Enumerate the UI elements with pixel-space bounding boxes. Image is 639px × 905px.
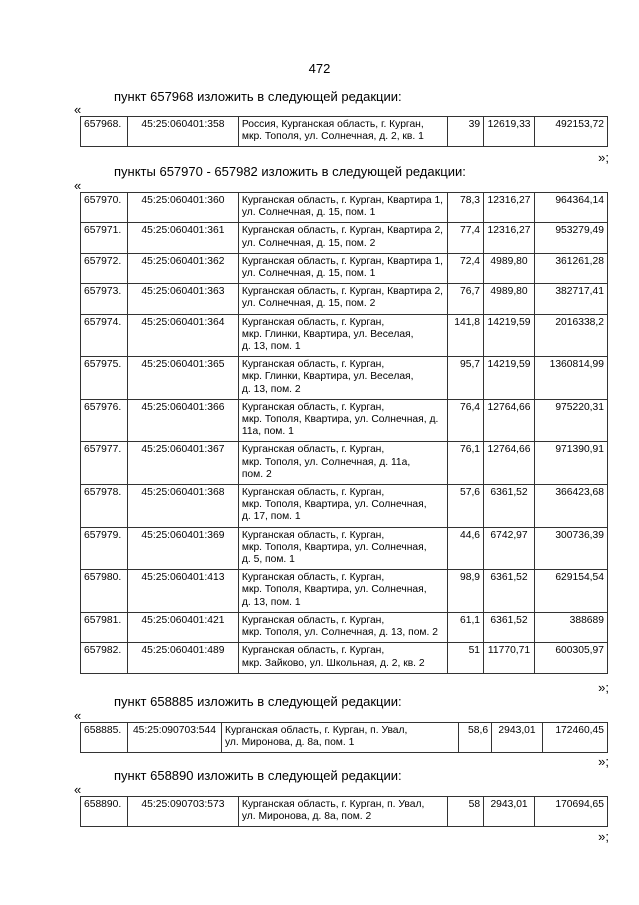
address-cell — [238, 314, 447, 357]
cadastral-cost-cell: 172460,45 — [543, 723, 608, 753]
page-number: 472 — [308, 61, 331, 76]
row-number-cell: 657975. — [81, 357, 128, 400]
address-line: Курганская область, г. Курган, — [241, 645, 385, 657]
address-line: Курганская область, г. Курган, — [241, 487, 385, 499]
cadastral-number-cell: 45:25:060401:358 — [127, 117, 238, 147]
cadastral-number-cell: 45:25:060401:367 — [127, 442, 238, 485]
address-cell — [238, 253, 447, 283]
cadastral-cost-cell: 975220,31 — [535, 399, 608, 442]
area-cell: 77,4 — [448, 223, 484, 253]
row-number-cell: 657968. — [81, 117, 128, 147]
address-line: мкр. Тополя, ул. Солнечная, д. 13, пом. 2 — [241, 627, 438, 639]
address-line: ул. Миронова, д. 8а, пом. 2 — [241, 811, 372, 823]
closing-quote: »; — [598, 829, 609, 844]
address-line: мкр. Глинки, Квартира, ул. Веселая, — [241, 371, 414, 383]
area-cell: 141,8 — [448, 314, 484, 357]
area-cell: 58,6 — [459, 723, 492, 753]
specific-value-cell: 6742,97 — [484, 527, 535, 570]
address-line: Курганская область, г. Курган, — [241, 316, 385, 328]
row-number-cell: 657973. — [81, 284, 128, 314]
address-line: д. 5, пом. 1 — [241, 554, 295, 566]
table-row — [81, 485, 608, 528]
area-cell: 61,1 — [448, 612, 484, 642]
table-row — [81, 357, 608, 400]
row-number-cell: 657971. — [81, 223, 128, 253]
cadastral-cost-cell: 361261,28 — [535, 253, 608, 283]
address-cell — [238, 442, 447, 485]
cadastral-number-cell: 45:25:060401:421 — [127, 612, 238, 642]
cadastral-cost-cell: 388689 — [535, 612, 608, 642]
table-row — [81, 284, 608, 314]
address-line: Курганская область, г. Курган, п. Увал, — [224, 725, 408, 736]
cadastral-number-cell: 45:25:060401:362 — [127, 253, 238, 283]
table-row — [81, 527, 608, 570]
cadastral-cost-cell: 629154,54 — [535, 570, 608, 613]
specific-value-cell: 2943,01 — [492, 723, 543, 753]
section-intro: пункты 657970 - 657982 изложить в следующей редакции: — [114, 164, 466, 179]
section-intro: пункт 658885 изложить в следующей редакции: — [114, 694, 402, 709]
row-number-cell: 657981. — [81, 612, 128, 642]
register-table — [80, 192, 608, 674]
cadastral-cost-cell: 2016338,2 — [535, 314, 608, 357]
specific-value-cell: 4989,80 — [484, 284, 535, 314]
specific-value-cell: 4989,80 — [484, 253, 535, 283]
table-row — [81, 643, 608, 673]
address-line: д. 13, пом. 1 — [241, 341, 301, 353]
table-row — [81, 612, 608, 642]
address-line: Курганская область, г. Курган, — [241, 359, 385, 371]
address-line: ул. Солнечная, д. 15, пом. 2 — [241, 237, 376, 249]
row-number-cell: 658885. — [81, 723, 128, 753]
opening-quote: « — [74, 708, 82, 723]
address-line: мкр. Тополя, Квартира, ул. Солнечная, — [241, 584, 427, 596]
opening-quote: « — [74, 178, 82, 193]
cadastral-cost-cell: 600305,97 — [535, 643, 608, 673]
specific-value-cell: 12316,27 — [484, 193, 535, 223]
address-line: Курганская область, г. Курган, Квартира 1, — [241, 195, 444, 206]
cadastral-number-cell: 45:25:060401:365 — [127, 357, 238, 400]
address-line: мкр. Тополя, ул. Солнечная, д. 2, кв. 1 — [241, 131, 424, 143]
address-line: ул. Солнечная, д. 15, пом. 1 — [241, 207, 376, 219]
specific-value-cell: 2943,01 — [484, 797, 535, 827]
row-number-cell: 657970. — [81, 193, 128, 223]
area-cell: 95,7 — [448, 357, 484, 400]
address-line: Курганская область, г. Курган, Квартира 2, — [241, 286, 444, 298]
cadastral-number-cell: 45:25:060401:363 — [127, 284, 238, 314]
address-line: Курганская область, г. Курган, — [241, 614, 385, 626]
area-cell: 39 — [448, 117, 484, 147]
table-row — [81, 223, 608, 253]
row-number-cell: 657977. — [81, 442, 128, 485]
cadastral-number-cell: 45:25:060401:361 — [127, 223, 238, 253]
address-line: д. 13, пом. 1 — [241, 596, 301, 608]
specific-value-cell: 6361,52 — [484, 485, 535, 528]
address-cell — [238, 223, 447, 253]
address-cell — [238, 117, 447, 147]
area-cell: 58 — [448, 797, 484, 827]
address-line: Курганская область, г. Курган, — [241, 572, 385, 584]
address-cell — [238, 570, 447, 613]
row-number-cell: 657980. — [81, 570, 128, 613]
address-cell — [221, 723, 458, 753]
address-cell — [238, 643, 447, 673]
address-cell — [238, 399, 447, 442]
table-row — [81, 314, 608, 357]
address-line: пом. 2 — [241, 468, 272, 480]
address-line: мкр. Тополя, Квартира, ул. Солнечная, — [241, 499, 427, 511]
cadastral-number-cell: 45:25:060401:413 — [127, 570, 238, 613]
address-line: 11а, пом. 1 — [241, 426, 294, 438]
table-row — [81, 117, 608, 147]
cadastral-cost-cell: 971390,91 — [535, 442, 608, 485]
area-cell: 44,6 — [448, 527, 484, 570]
address-line: мкр. Глинки, Квартира, ул. Веселая, — [241, 328, 414, 340]
specific-value-cell: 12764,66 — [484, 399, 535, 442]
address-line: Курганская область, г. Курган, — [241, 401, 385, 413]
row-number-cell: 657982. — [81, 643, 128, 673]
row-number-cell: 658890. — [81, 797, 128, 827]
cadastral-cost-cell: 382717,41 — [535, 284, 608, 314]
area-cell: 51 — [448, 643, 484, 673]
cadastral-number-cell: 45:25:060401:368 — [127, 485, 238, 528]
table-row — [81, 797, 608, 827]
cadastral-cost-cell: 1360814,99 — [535, 357, 608, 400]
address-line: Россия, Курганская область, г. Курган, — [241, 119, 424, 130]
cadastral-number-cell: 45:25:060401:489 — [127, 643, 238, 673]
table-row — [81, 253, 608, 283]
address-cell — [238, 527, 447, 570]
register-table — [80, 116, 608, 147]
area-cell: 98,9 — [448, 570, 484, 613]
address-line: Курганская область, г. Курган, п. Увал, — [241, 799, 425, 810]
address-cell — [238, 284, 447, 314]
address-line: Курганская область, г. Курган, — [241, 529, 385, 541]
row-number-cell: 657979. — [81, 527, 128, 570]
opening-quote: « — [74, 782, 82, 797]
row-number-cell: 657978. — [81, 485, 128, 528]
cadastral-cost-cell: 300736,39 — [535, 527, 608, 570]
cadastral-cost-cell: 366423,68 — [535, 485, 608, 528]
table-row — [81, 570, 608, 613]
address-cell — [238, 612, 447, 642]
cadastral-cost-cell: 170694,65 — [535, 797, 608, 827]
row-number-cell: 657972. — [81, 253, 128, 283]
address-line: Курганская область, г. Курган, Квартира 1, — [241, 255, 444, 267]
cadastral-cost-cell: 492153,72 — [535, 117, 608, 147]
cadastral-number-cell: 45:25:060401:369 — [127, 527, 238, 570]
address-line: мкр. Тополя, Квартира, ул. Солнечная, — [241, 541, 427, 553]
address-line: ул. Солнечная, д. 15, пом. 1 — [241, 268, 376, 280]
row-number-cell: 657974. — [81, 314, 128, 357]
table-row — [81, 723, 608, 753]
specific-value-cell: 12619,33 — [484, 117, 535, 147]
address-cell — [238, 485, 447, 528]
specific-value-cell: 14219,59 — [484, 314, 535, 357]
cadastral-number-cell: 45:25:090703:573 — [127, 797, 238, 827]
register-table — [80, 722, 608, 753]
area-cell: 76,7 — [448, 284, 484, 314]
address-line: мкр. Тополя, ул. Солнечная, д. 11а, — [241, 456, 411, 468]
specific-value-cell: 12764,66 — [484, 442, 535, 485]
closing-quote: »; — [598, 150, 609, 165]
opening-quote: « — [74, 102, 82, 117]
table-row — [81, 442, 608, 485]
specific-value-cell: 6361,52 — [484, 570, 535, 613]
address-line: ул. Миронова, д. 8а, пом. 1 — [224, 737, 355, 749]
table-row — [81, 399, 608, 442]
area-cell: 76,1 — [448, 442, 484, 485]
cadastral-cost-cell: 964364,14 — [535, 193, 608, 223]
cadastral-number-cell: 45:25:060401:364 — [127, 314, 238, 357]
address-cell — [238, 797, 447, 827]
section-intro: пункт 657968 изложить в следующей редакции: — [114, 89, 402, 104]
cadastral-cost-cell: 953279,49 — [535, 223, 608, 253]
address-cell — [238, 193, 447, 223]
register-table — [80, 796, 608, 827]
specific-value-cell: 12316,27 — [484, 223, 535, 253]
address-line: д. 13, пом. 2 — [241, 383, 301, 395]
cadastral-number-cell: 45:25:060401:366 — [127, 399, 238, 442]
table-row — [81, 193, 608, 223]
address-line: мкр. Тополя, Квартира, ул. Солнечная, д. — [241, 414, 439, 426]
specific-value-cell: 11770,71 — [484, 643, 535, 673]
cadastral-number-cell: 45:25:090703:544 — [127, 723, 221, 753]
address-line: Курганская область, г. Курган, Квартира 2, — [241, 225, 444, 237]
area-cell: 78,3 — [448, 193, 484, 223]
area-cell: 76,4 — [448, 399, 484, 442]
area-cell: 57,6 — [448, 485, 484, 528]
address-line: Курганская область, г. Курган, — [241, 444, 385, 456]
address-line: мкр. Зайково, ул. Школьная, д. 2, кв. 2 — [241, 657, 425, 669]
section-intro: пункт 658890 изложить в следующей редакции: — [114, 768, 402, 783]
specific-value-cell: 14219,59 — [484, 357, 535, 400]
cadastral-number-cell: 45:25:060401:360 — [127, 193, 238, 223]
specific-value-cell: 6361,52 — [484, 612, 535, 642]
address-line: ул. Солнечная, д. 15, пом. 2 — [241, 298, 376, 310]
row-number-cell: 657976. — [81, 399, 128, 442]
address-line: д. 17, пом. 1 — [241, 511, 301, 523]
area-cell: 72,4 — [448, 253, 484, 283]
closing-quote: »; — [598, 680, 609, 695]
closing-quote: »; — [598, 754, 609, 769]
address-cell — [238, 357, 447, 400]
